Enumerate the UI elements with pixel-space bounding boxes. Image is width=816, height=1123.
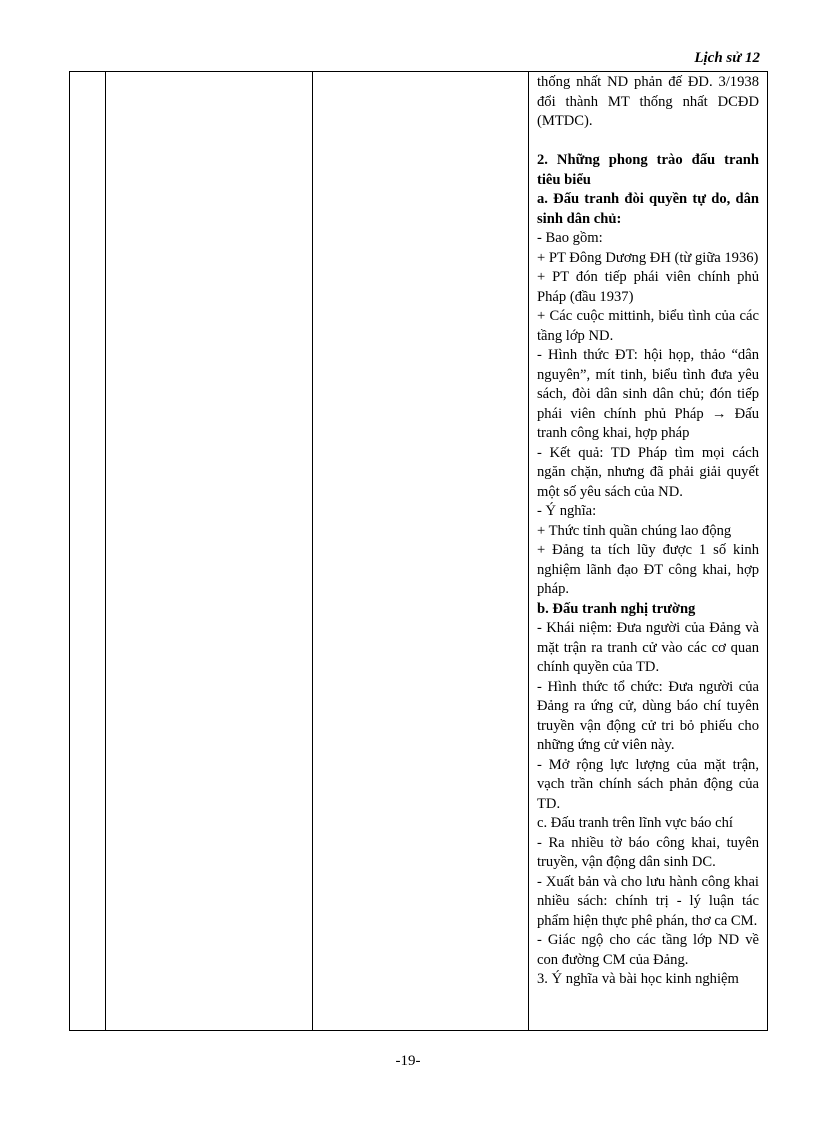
blank-line — [537, 132, 759, 152]
section-heading: 2. Những phong trào đấu tranh tiêu biểu — [537, 152, 759, 188]
subsection-heading: b. Đấu tranh nghị trường — [537, 600, 696, 617]
paragraph: - Mở rộng lực lượng của mặt trận, vạch trần chính sách phản động của TD. — [537, 756, 759, 812]
paragraph: + Đảng ta tích lũy được 1 số kinh nghiệm lãnh đạo ĐT công khai, hợp pháp. — [537, 542, 759, 597]
content-block — [529, 72, 767, 990]
paragraph: c. Đấu tranh trên lĩnh vực báo chí — [537, 815, 733, 831]
paragraph: - Hình thức tổ chức: Đưa người của Đảng ra ứng cử, dùng báo chí tuyên truyền vận động cử tri bỏ phiếu cho những ứng cử viên này. — [537, 678, 759, 753]
paragraph: - Xuất bản và cho lưu hành công khai nhiều sách: chính trị - lý luận tác phẩm hiện thực phê phán, thơ ca CM. — [537, 873, 759, 929]
page-number: -19- — [395, 1053, 421, 1069]
paragraph: + PT Đông Dương ĐH (từ giữa 1936) — [537, 249, 759, 266]
page-header-subject: Lịch sử 12 — [694, 50, 760, 66]
table-cell-empty — [313, 72, 529, 1031]
paragraph: - Hình thức ĐT: hội họp, thảo “dân nguyên”, mít tinh, biểu tình đưa yêu sách, đòi dân sinh dân chủ; đón tiếp phái viên chính phủ Pháp → Đấu tranh công khai, hợp pháp — [537, 347, 759, 441]
table-cell-empty — [70, 72, 106, 1031]
table-row — [70, 72, 768, 1031]
paragraph: - Ra nhiều tờ báo công khai, tuyên truyền, vận động dân sinh DC. — [537, 834, 759, 870]
paragraph: - Khái niệm: Đưa người của Đảng và mặt trận ra tranh cử vào các cơ quan chính quyền của TD. — [537, 620, 759, 675]
table-cell-content — [529, 72, 768, 1031]
paragraph: 3. Ý nghĩa và bài học kinh nghiệm — [537, 971, 739, 987]
paragraph: - Bao gồm: — [537, 230, 603, 246]
paragraph: - Giác ngộ cho các tầng lớp ND về con đường CM của Đảng. — [537, 932, 759, 968]
paragraph: - Ý nghĩa: — [537, 503, 597, 519]
paragraph: + Các cuộc mittinh, biểu tình của các tầng lớp ND. — [537, 308, 759, 344]
subsection-heading: a. Đấu tranh đòi quyền tự do, dân sinh dân chủ: — [537, 191, 759, 227]
table-cell-empty — [106, 72, 313, 1031]
paragraph: thống nhất ND phản đế ĐD. 3/1938 đổi thành MT thống nhất DCĐD (MTDC). — [537, 74, 759, 129]
lesson-table — [69, 71, 768, 1031]
paragraph: + Thức tỉnh quần chúng lao động — [537, 522, 732, 539]
paragraph: + PT đón tiếp phái viên chính phủ Pháp (đầu 1937) — [537, 269, 759, 305]
paragraph: - Kết quả: TD Pháp tìm mọi cách ngăn chặn, nhưng đã phải giải quyết một số yêu sách của ND. — [537, 444, 759, 500]
